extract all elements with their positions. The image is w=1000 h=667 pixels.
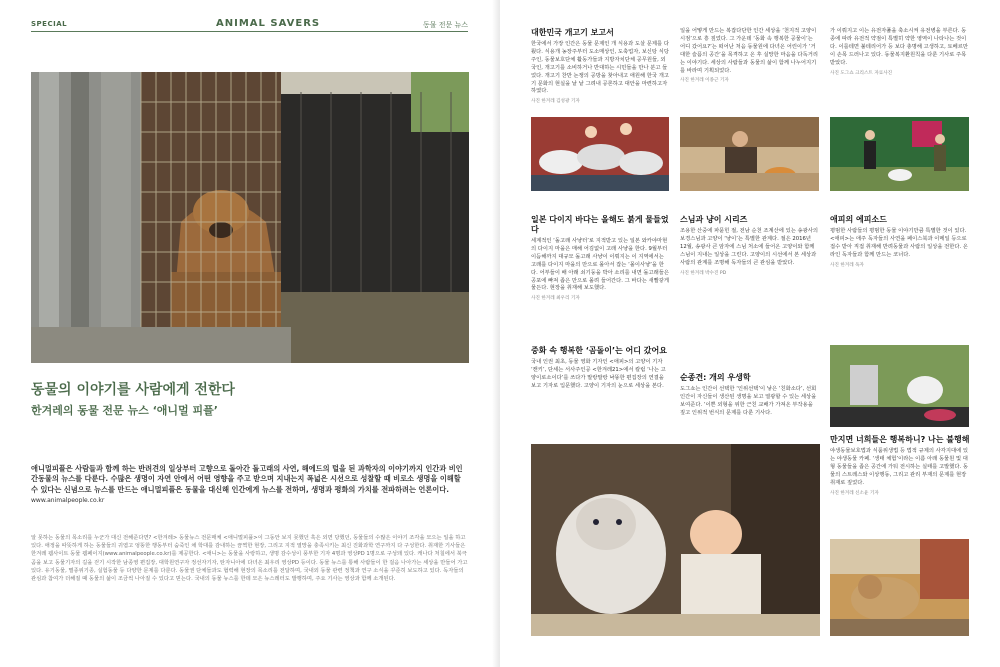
article-text: 세계적인 ‘돌고래 사냥터’로 지적받고 있는 일본 와카야마현의 다이지 마을은 매해 어김없이 고래 사냥을 한다. 9월부터 이듬해까지 대규모 돌고래 사냥이 이뤄지는 이 지역에서는 고래를 다이지 마을의 만으로 몰아서 잡는 ‘몰이사냥’을 한다. 어부들이 배 아래 쇠기둥을 박아 소리를 내면 돌고래들은 공포에 빠져 좁은 만으로 몰려 들어간다. 그 바다는 새빨갛게 물든다. 현장을 취재해 보도했다. — [531, 238, 669, 292]
photo-caption: 사진 한겨레 김성광 기자 — [531, 99, 580, 105]
site-url: www.animalpeople.co.kr — [31, 497, 105, 505]
article-headline: 동물의 이야기를 사람에게 전한다 — [31, 382, 235, 398]
article-text: 평범한 사람들의 평범한 동물 이야기만큼 특별한 것이 있다. <애피>는 애주 독자들의 사연을 페이스북과 이메일 등으로 접수 받아 직접 취재해 반려동물과 사람의 일상을 전한다. 온라인 독자들과 함께 만드는 코너다. — [830, 228, 968, 258]
lion-in-cafe-photo — [830, 539, 969, 636]
right-page — [500, 0, 1000, 667]
article-continued — [680, 28, 819, 85]
article-bear — [531, 346, 670, 391]
article-title: 만지면 너희들은 행복하니? 나는 불행해 — [830, 435, 970, 444]
article-text: 국내 인권 최초, 동물 영화 기자인 <애피>의 고양이 기자 ‘캔키’, 단세는 서사주인공 <한겨레21>에서 칼럼 ‘나는 고양이로소이다’를 쓰다가 말랑말랑 낙뚱한 편집장의 연결을 보고 기자로 입문했다. 고양이 기자의 눈으로 세상을 본다. — [531, 359, 666, 389]
article-text: 일을 어떻게 만드는 복잡다단한 인간 세상을 ‘천지적 고양이 시점’으로 흥 짚었다. 그 가운데 ‘동화 속 행복한 공물이’는 어디 갔어요?’는 떠어난 처음 동물원에 다녀온 어린이가 ‘거대한 슬픔의 공간’을 목격하고 온 후 실망한 마음을 다독거리는 이야기다. 세상의 사람들과 동물의 삶이 함께 나누어지기를 바라며 기획되었다. — [680, 28, 818, 74]
lead-paragraph — [31, 464, 469, 507]
monk-and-cat-photo — [680, 117, 819, 191]
magazine-title: ANIMAL SAVERS — [216, 18, 321, 29]
body-text: 알 못하는 동물의 목소리를 누군가 대신 전해준다면? <한겨레> 동물뉴스 전문매체 <애니멀피플>이 그동안 보지 못했던 혹은 외면 당했던, 동물들의 수많은 이야기 조각을 모으는 일을 하고 있다. 애정을 따뜻하게 하는 동물들의 귀엽고 엉뚱한 행동부터 숨죽인 채 학대를 감내하는 끔찍한 현장, 그리고 지적 열망을 충족시키는 최신 진화과학 연구까지 다 구성한다. 취재한 기사들은 한겨레 웹사이트 동물 웹페이지(www.animalpeople.co.kr)를 제공한다. <애니>는 동물을 사랑하고, 생명 감수성이 풍부한 기자 4명과 영상PD 1명으로 구성돼 있다. 캐나다 처칠에서 북극곰을 보고 동물기자의 길을 걷기 시작한 남종영 편집장, 대학원연구자 정선자기자, 탄자니아에 다녀온 최우리 영상PD 등이다. 동물 뉴스를 통해 사람들이 한 걸음 나아가는 세상을 만들어 가고 있다. 유기동물, 멸종위기종, 실험동물 등 다양한 문제를 다룬다. 동물권 단체들과도 협력해 현장의 목소리를 전달하며, 국내외 동물 관련 정책과 연구 소식을 꾸준히 보도하고 있다. 독자들의 관심과 참여가 더해질 때 동물의 삶이 조금씩 나아질 수 있다고 믿는다. 국내의 동물 뉴스를 한데 모은 뉴스레터도 발행하며, 주요 기사는 영상과 함께 소개된다. — [31, 535, 468, 583]
photo-caption: 사진 한겨레 박수진 PD — [680, 270, 727, 276]
article-dog-meat — [531, 28, 670, 106]
lead-text: 애니멀피플은 사람들과 함께 하는 반려견의 일상부터 고향으로 돌아간 돌고래의 사연, 해에드의 털을 된 과학자의 이야기까지 인간과 비인간동물의 뉴스를 다룬다. 수많은 생명이 자연 안에서 어떤 영향을 주고 받으며 지내는지 폭넓은 시선으로 성찰할 때 비로소 생명을 이해할 수 있다는 신념으로 뉴스를 만드는 애니멀피플은 동물을 대신해 인간에게 뉴스를 전하며, 생명과 평화의 가치를 전파하려는 언론이다. — [31, 464, 463, 494]
article-animal-cafe — [830, 435, 970, 497]
article-purebred — [680, 373, 819, 418]
article-title: 순종견: 개의 우생학 — [680, 373, 751, 382]
category-label: 동물 전문 뉴스 — [422, 21, 468, 29]
article-title: 일본 다이지 바다는 올해도 붉게 물들었다 — [531, 215, 669, 234]
photo-caption: 사진 한겨레 이종근 기자 — [680, 78, 729, 84]
article-taiji — [531, 215, 670, 303]
section-label: SPECIAL — [31, 20, 68, 28]
dog-on-lawn-photo — [830, 345, 969, 427]
article-text: 도그쇼는 인간이 선택한 ‘인위선택’이 낳은 ‘친화소다’, 선회 인간이 자신들이 생산된 생명을 보고 열광할 수 있는 세상을 보여준다. ‘이쁜 외형을 위한 근친 교배가 가져온 부작용을 짚고 인위적 번식의 문제를 다룬 기사다. — [680, 386, 817, 416]
page-header — [31, 17, 468, 32]
article-text: 조용한 산중에 파묻힌 절, 전남 순천 조계산에 있는 송광사의 보경스님과 고양이 ‘냥이’는 특별한 관계다. 절은 2016년 12월, 송광사 큰 암자에 스님 처소에 들어온 고양이와 함께 스님이 지내는 일상을 그린다. 고양이의 시선에서 본 세상과 사람의 관계를 조명해 독자들의 큰 관심을 받았다. — [680, 228, 818, 266]
dog-show-photo — [830, 117, 969, 191]
photo-caption: 사진 한겨레 최우리 기자 — [531, 296, 580, 302]
cat-and-baby-photo — [531, 444, 820, 636]
article-title: 스님과 냥이 시리즈 — [680, 215, 748, 224]
dolphin-protest-photo — [531, 117, 669, 191]
article-episodes — [830, 215, 970, 270]
photo-caption: 사진 한겨레 독자 — [830, 262, 864, 268]
article-dogshow-cont — [830, 28, 970, 77]
article-monk-cat — [680, 215, 819, 277]
article-text: 가 이뤄지고 이는 유전자풀을 축소시켜 유전병을 부른다. 동종에 따라 유전적 약점이 특별히 약한 영역이 나타나는 것이다. 이를테면 불테리어가 등 보다 총명해 고생하고, 토베르만이 손목 드러나고 있다. 동물복지환원칙을 다룬 기사로 주목받았다. — [830, 28, 968, 66]
article-subhead: 한겨레의 동물 전문 뉴스 ‘애니멀 피플’ — [31, 404, 218, 417]
article-title: 애피의 에피소드 — [830, 215, 887, 224]
photo-caption: 사진 도그쇼 크리스트 자료사진 — [830, 70, 893, 76]
dog-in-cage-photo — [31, 72, 469, 363]
photo-caption: 사진 한겨레 신소윤 기자 — [830, 490, 879, 496]
article-title: 대한민국 개고기 보고서 — [531, 28, 614, 37]
article-text: 야생동물보호법과 식품위생법 등 법적 규제의 사각지대에 있는 야생동물 카페. ‘생태 체험’이라는 이름 아래 동물원 및 대형 동물들을 좁은 공간에 가둬 전시하는 실태를 고발했다. 동물의 스트레스와 이상행동, 그리고 관리 부재의 문제를 현장 취재로 짚었다. — [830, 448, 969, 486]
article-title: 중화 속 행복한 ‘곰돌이’는 어디 갔어요 — [531, 346, 667, 355]
article-text: 한국에서 가장 인간은 동물 문제인 개 식용과 도살 문제를 다뤘다. 식용개 농장주부터 도소매상인, 도축업자, 보신탕 식당 주인, 동물보호단체 활동가들과 지방자치단체 공무원들, 외국인, 개고기를 소비하거나 반대하는 시민들을 만나 분고 들었다. 개고기 찬반 논쟁의 공방을 찾아내고 애원해 한국 개고기 문화의 현실을 낱 낱 그려내 공론하고 대안을 마련하고자하였다. — [531, 41, 669, 95]
